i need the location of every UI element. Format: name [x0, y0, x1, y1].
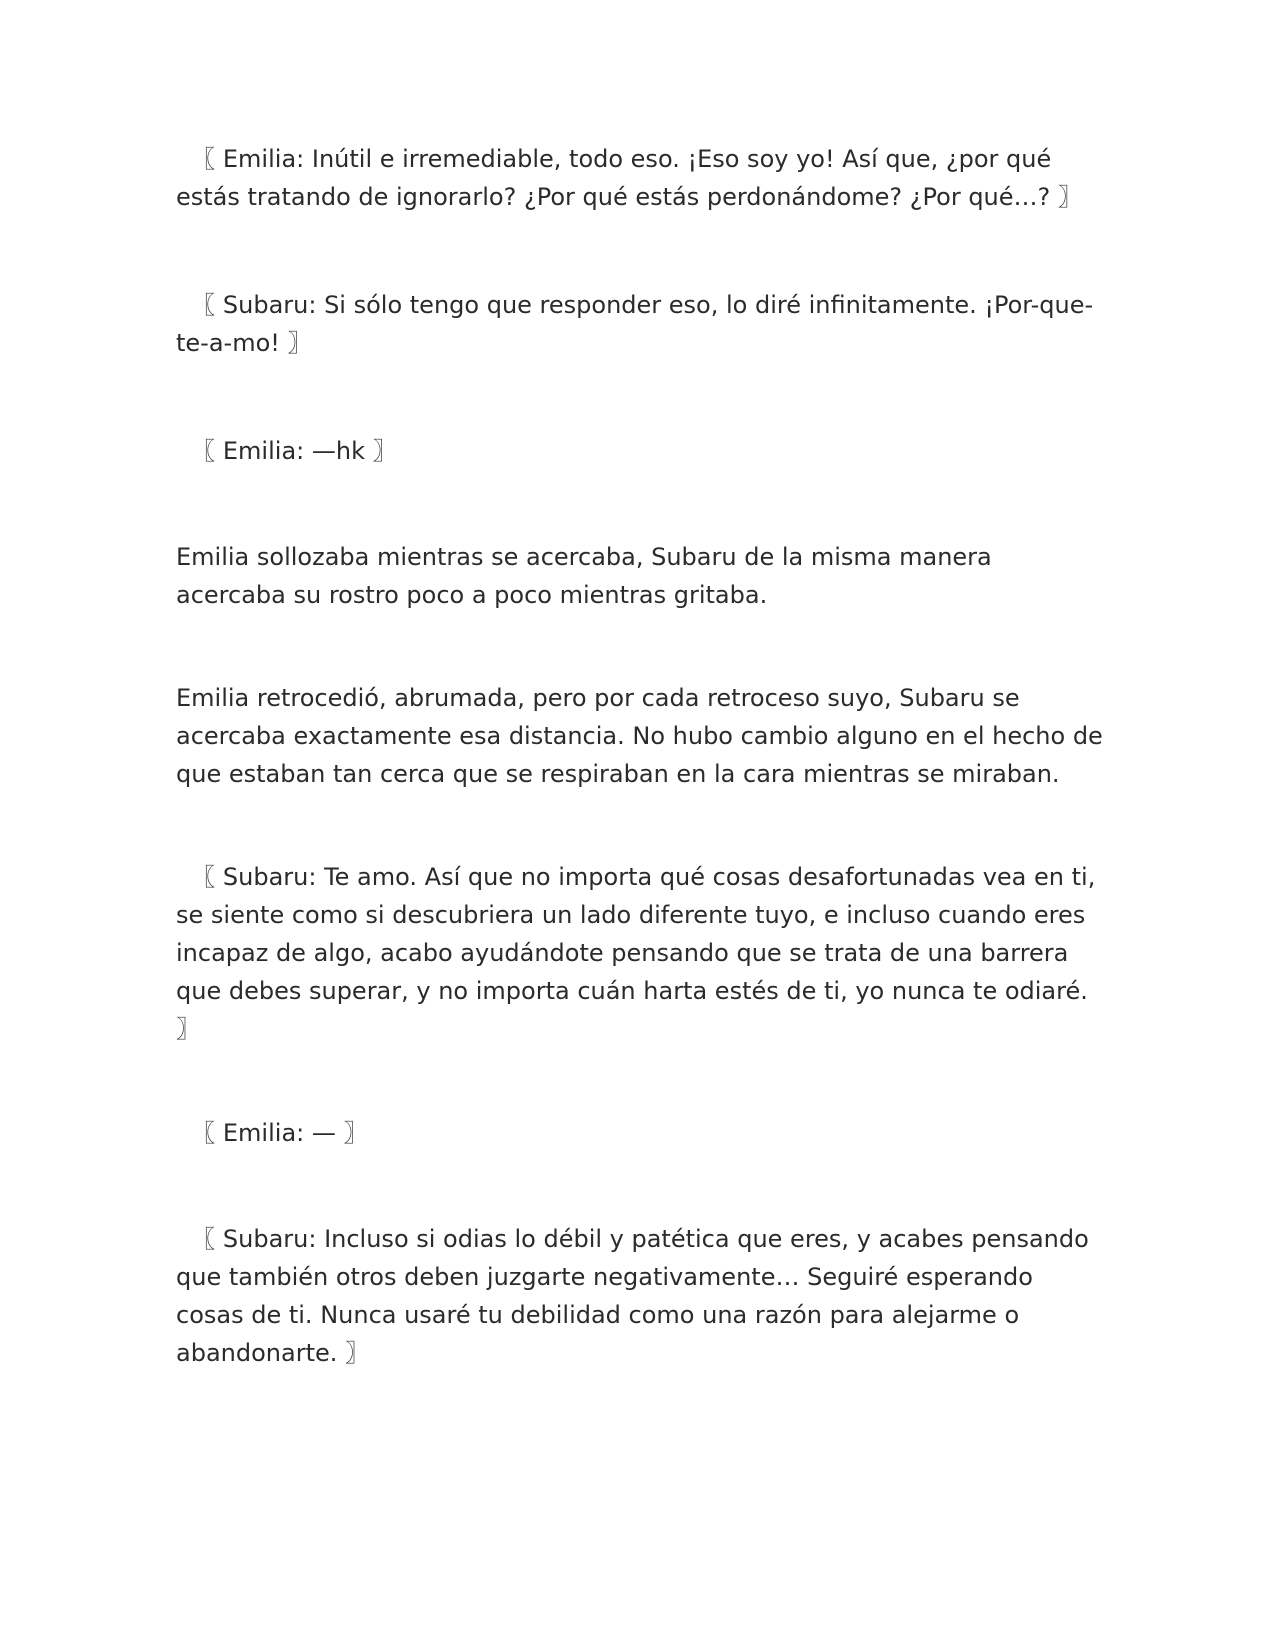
- dialogue-subaru-1: 〖 Subaru: Si sólo tengo que responder eso, lo diré infinitamente. ¡Por-que-te-a-mo! 〗: [176, 291, 1094, 357]
- dialogue-subaru-2: 〖 Subaru: Te amo. Así que no importa qué cosas desafortunadas vea en ti, se siente como si descubriera un lado diferente tuyo, e incluso cuando eres incapaz de algo, acabo ayudándote pensando que se trata de una barrera que debes superar, y no importa cuán harta estés de ti, yo nunca te odiaré. 〗: [176, 863, 1103, 1043]
- dialogue-emilia-3: 〖 Emilia: — 〗: [176, 1119, 368, 1147]
- narration-paragraph-1: Emilia sollozaba mientras se acercaba, Subaru de la misma manera acercaba su rostro poco a poco mientras gritaba.: [176, 543, 1000, 609]
- narration-paragraph-2: Emilia retrocedió, abrumada, pero por cada retroceso suyo, Subaru se acercaba exactamente esa distancia. No hubo cambio alguno en el hecho de que estaban tan cerca que se respiraban en la cara mientras se miraban.: [176, 684, 1111, 788]
- dialogue-emilia-2: 〖 Emilia: —hk 〗: [176, 437, 397, 465]
- dialogue-subaru-3: 〖 Subaru: Incluso si odias lo débil y patética que eres, y acabes pensando que también otros deben juzgarte negativamente… Seguiré esperando cosas de ti. Nunca usaré tu debilidad como una razón para alejarme o abandonarte. 〗: [176, 1225, 1097, 1367]
- dialogue-emilia-1: 〖 Emilia: Inútil e irremediable, todo eso. ¡Eso soy yo! Así que, ¿por qué estás tratando de ignorarlo? ¿Por qué estás perdonándome? ¿Por qué…? 〗: [176, 145, 1082, 211]
